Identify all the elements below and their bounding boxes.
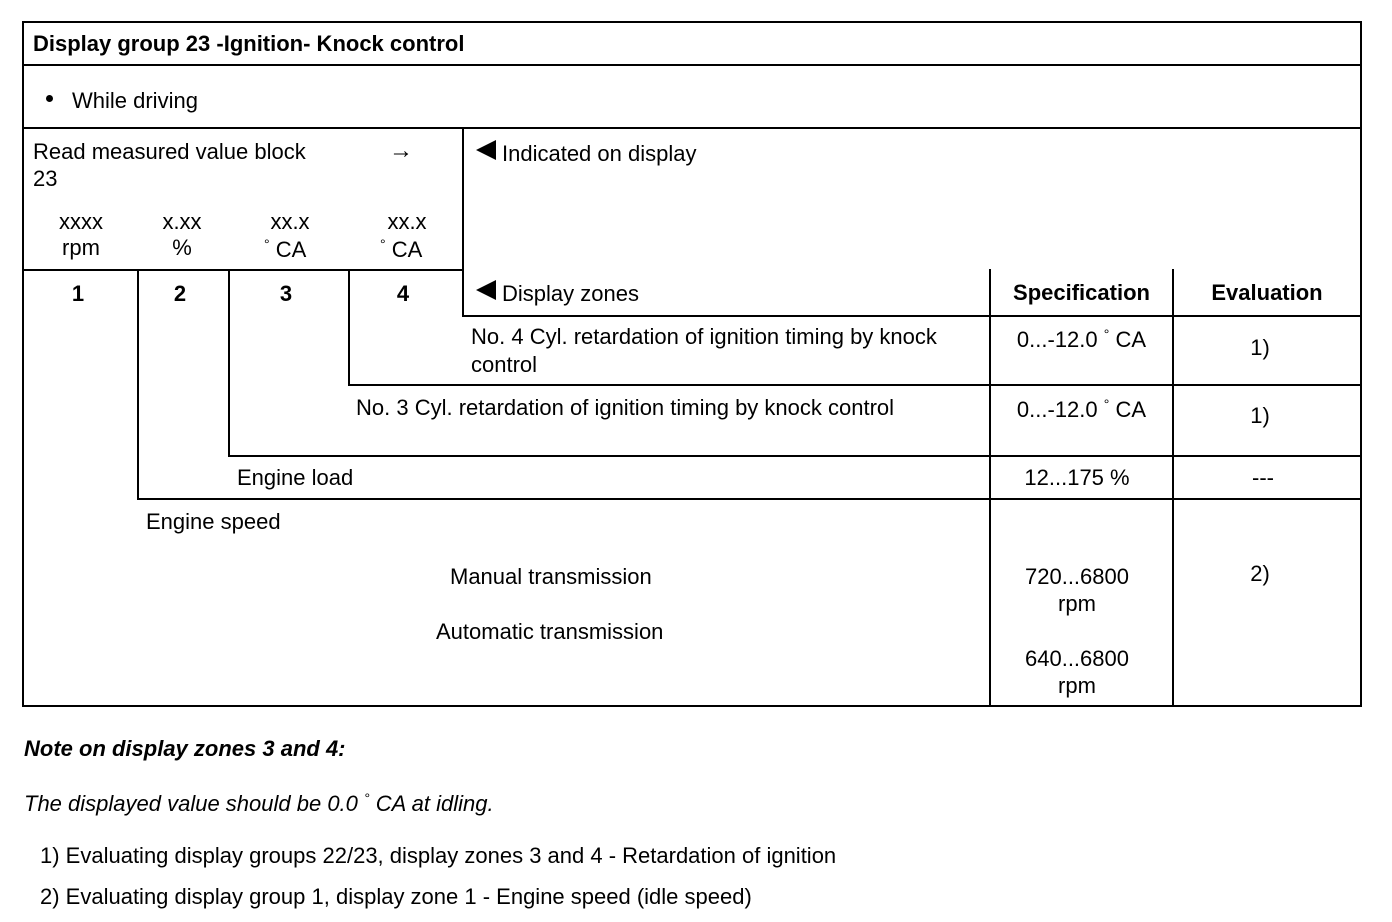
zone-number-2: 2 — [173, 281, 187, 306]
rule-title — [22, 64, 1362, 66]
specification-header: Specification — [1013, 280, 1150, 305]
block-label-line1: Read measured value block — [33, 139, 306, 164]
note-text-before: The displayed value should be 0.0 — [24, 791, 358, 816]
note-text — [24, 790, 494, 820]
zone-number-1: 1 — [71, 281, 85, 306]
display-zones-header: Display zones — [502, 281, 639, 306]
field-2-unit: % — [172, 235, 192, 260]
zone4-desc-line1: No. 4 Cyl. retardation of ignition timing by knock — [471, 324, 937, 349]
field-3-unit — [264, 236, 306, 266]
zone1-manual-spec-line1: 720...6800 — [1025, 564, 1129, 589]
right-arrow-icon: → — [389, 137, 413, 164]
field-3-value: xx.x — [270, 209, 310, 234]
zone3-spec — [991, 396, 1172, 426]
degree-symbol: ° — [264, 236, 270, 252]
degree-symbol: ° — [380, 236, 386, 252]
zone-number-3: 3 — [279, 281, 293, 306]
zone4-eval: 1) — [1250, 335, 1270, 360]
field-1-unit: rpm — [62, 235, 100, 260]
zone3-desc: No. 3 Cyl. retardation of ignition timing by knock control — [356, 395, 895, 420]
field-4-unit-text: CA — [391, 237, 423, 262]
block-label-line2: 23 — [33, 166, 58, 191]
evaluation-header: Evaluation — [1211, 280, 1323, 305]
zone1-manual-label: Manual transmission — [450, 564, 652, 589]
rule-condition — [22, 127, 1362, 129]
rule-zone3-right — [348, 269, 350, 386]
rule-header-bottom — [462, 315, 1362, 317]
zone1-auto-spec-line1: 640...6800 — [1025, 646, 1129, 671]
rule-bottom — [22, 705, 1362, 707]
zone2-spec: 12...175 % — [1024, 465, 1130, 490]
zone1-automatic-label: Automatic transmission — [436, 619, 664, 644]
field-2-value: x.xx — [162, 209, 202, 234]
left-pointer-icon — [476, 280, 496, 300]
zone1-auto-spec-line2: rpm — [1058, 673, 1096, 698]
zone2-eval: --- — [1252, 465, 1274, 490]
rule-zone2-right — [228, 269, 230, 457]
zone-number-4: 4 — [396, 281, 410, 306]
rule-zone2-bottom — [137, 498, 1362, 500]
rule-left — [22, 21, 24, 707]
footnote-2: 2) Evaluating display group 1, display zone 1 - Engine speed (idle speed) — [40, 884, 752, 909]
condition-text: While driving — [72, 88, 198, 113]
zone4-spec — [991, 326, 1172, 356]
field-4-unit — [380, 236, 422, 266]
zone4-desc-line2: control — [471, 352, 538, 377]
note-text-after: CA at idling. — [375, 791, 494, 816]
rule-top — [22, 21, 1362, 23]
zone4-spec-unit: CA — [1115, 327, 1147, 352]
zone1-manual-spec-line2: rpm — [1058, 591, 1096, 616]
field-4-value: xx.x — [387, 209, 427, 234]
rule-zone1-right — [137, 269, 139, 500]
zone1-eval: 2) — [1250, 561, 1270, 586]
zone1-desc: Engine speed — [146, 509, 281, 534]
field-1-value: xxxx — [59, 209, 103, 234]
zone3-spec-unit: CA — [1115, 397, 1147, 422]
note-heading: Note on display zones 3 and 4: — [24, 736, 346, 761]
left-pointer-icon — [476, 140, 496, 160]
indicated-label: Indicated on display — [502, 141, 697, 166]
zone2-desc: Engine load — [237, 465, 354, 490]
zone3-eval: 1) — [1250, 403, 1270, 428]
degree-symbol: ° — [364, 790, 370, 806]
rule-block-bottom — [22, 269, 464, 271]
zone3-spec-value: 0...-12.0 — [1016, 397, 1098, 422]
rule-right — [1360, 21, 1362, 707]
zone4-spec-value: 0...-12.0 — [1016, 327, 1098, 352]
rule-block-right — [462, 127, 464, 317]
page-title: Display group 23 -Ignition- Knock control — [33, 31, 465, 56]
rule-zone3-bottom — [228, 455, 1362, 457]
degree-symbol: ° — [1103, 326, 1110, 342]
degree-symbol: ° — [1103, 396, 1110, 412]
bullet-icon — [46, 95, 53, 102]
rule-zone4-bottom — [348, 384, 1362, 386]
field-3-unit-text: CA — [275, 237, 307, 262]
footnote-1: 1) Evaluating display groups 22/23, display zones 3 and 4 - Retardation of ignition — [40, 843, 837, 868]
